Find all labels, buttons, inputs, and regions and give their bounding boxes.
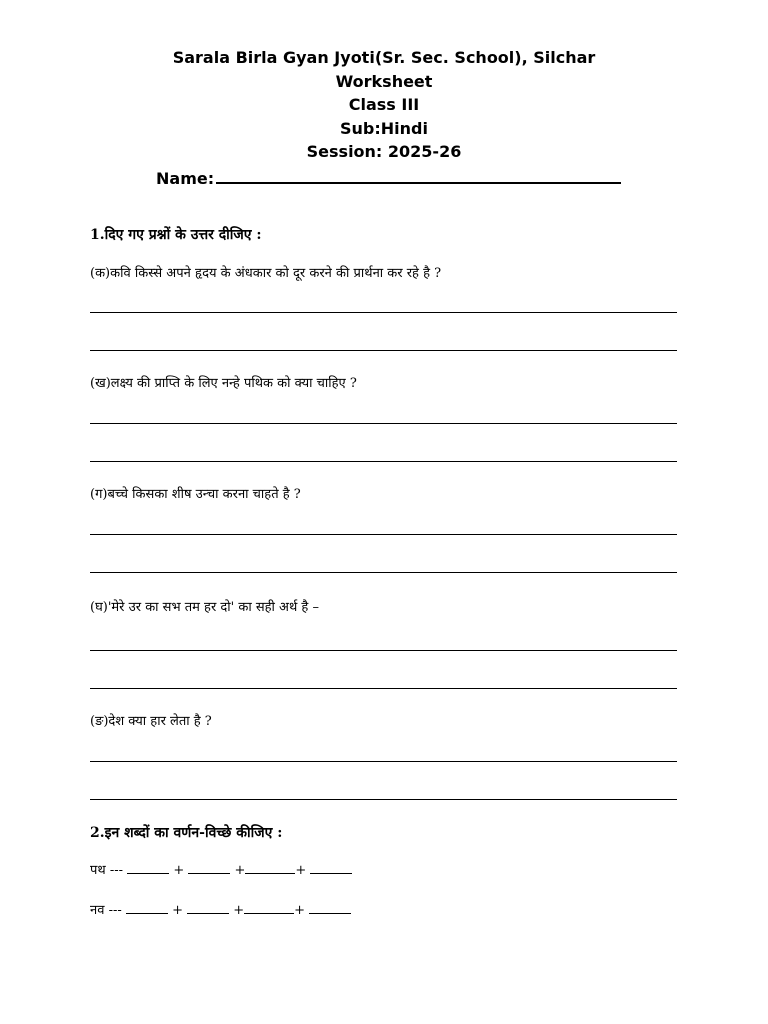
section2-title: 2.इन शब्दों का वर्णन-विच्छे कीजिए :: [90, 825, 283, 841]
answer-line[interactable]: [90, 461, 677, 462]
letter-blank[interactable]: [310, 861, 352, 874]
letter-blank[interactable]: [244, 901, 294, 914]
plus-sign: +: [173, 863, 185, 878]
answer-line[interactable]: [90, 350, 677, 351]
name-row: [156, 166, 621, 188]
worksheet-header: [0, 46, 768, 164]
answer-line[interactable]: [90, 534, 677, 535]
letter-blank[interactable]: [245, 861, 295, 874]
school-name: Sarala Birla Gyan Jyoti(Sr. Sec. School), Silchar: [172, 48, 596, 67]
plus-sign: +: [234, 863, 246, 878]
question-ka: (क)कवि किस्से अपने हृदय के अंधकार को दूर करने की प्रार्थना कर रहे है ?: [90, 266, 442, 281]
answer-line[interactable]: [90, 423, 677, 424]
section1-title: 1.दिए गए प्रश्नों के उत्तर दीजिए :: [90, 227, 262, 243]
question-ga: (ग)बच्चे किसका शीष उन्चा करना चाहते है ?: [90, 487, 301, 502]
letter-blank[interactable]: [188, 861, 230, 874]
answer-line[interactable]: [90, 761, 677, 762]
letter-blank[interactable]: [126, 901, 168, 914]
word: नव: [90, 903, 105, 918]
plus-sign: +: [295, 863, 307, 878]
separator: ---: [109, 863, 124, 878]
answer-line[interactable]: [90, 572, 677, 573]
word-breakdown-row: [90, 900, 351, 918]
plus-sign: +: [294, 903, 306, 918]
question-kha: (ख)लक्ष्य की प्राप्ति के लिए नन्हे पथिक को क्या चाहिए ?: [90, 376, 357, 391]
answer-line[interactable]: [90, 688, 677, 689]
subject-label: Sub:Hindi: [340, 118, 428, 138]
session-label: Session: 2025-26: [306, 142, 462, 161]
answer-line[interactable]: [90, 650, 677, 651]
name-label: Name:: [156, 169, 215, 188]
answer-line[interactable]: [90, 799, 677, 800]
letter-blank[interactable]: [127, 861, 169, 874]
letter-blank[interactable]: [187, 901, 229, 914]
word: पथ: [90, 863, 106, 878]
separator: ---: [108, 903, 122, 918]
question-gha: (घ)'मेरे उर का सभ तम हर दो' का सही अर्थ है –: [90, 600, 319, 615]
name-blank[interactable]: [216, 166, 621, 184]
word-breakdown-row: [90, 860, 352, 878]
letter-blank[interactable]: [309, 901, 351, 914]
document-type: Worksheet: [335, 71, 433, 91]
answer-line[interactable]: [90, 312, 677, 313]
plus-sign: +: [233, 903, 245, 918]
class-label: Class III: [348, 95, 420, 114]
question-nga: (ङ)देश क्या हार लेता है ?: [90, 714, 212, 729]
plus-sign: +: [172, 903, 183, 918]
